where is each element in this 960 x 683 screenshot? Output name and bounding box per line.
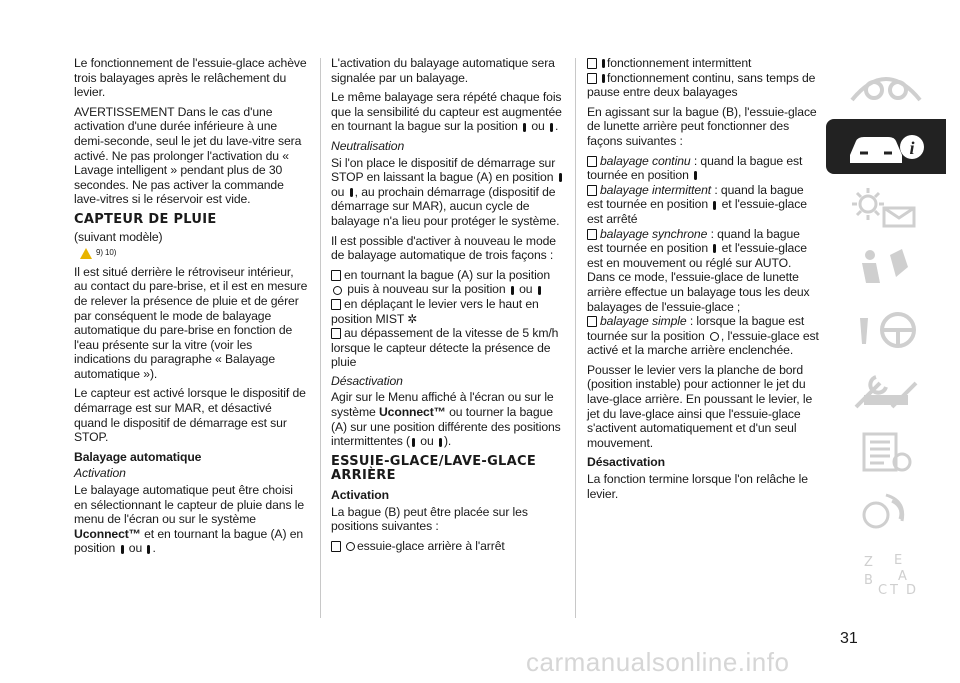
car-info-icon xyxy=(846,125,926,169)
bullet-icon xyxy=(587,229,597,240)
column-2 xyxy=(331,56,566,553)
bullet-icon xyxy=(587,58,597,69)
svg-text:D: D xyxy=(906,582,917,596)
multimedia-icon xyxy=(846,491,926,535)
list-item: balayage synchrone : quand la bague est tournée en position et l'essuie-glace est en mouvement ou réglé sur AUTO. Dans ce mode, l'essuie-glace de lunette arrière effectue un balayage tous les deux balayages de l'essuie-glace ; xyxy=(587,226,810,314)
tab-specs[interactable] xyxy=(826,424,946,479)
bullet-icon xyxy=(587,185,597,196)
sensitivity-icon xyxy=(550,123,553,132)
subheading-activation: Activation xyxy=(331,488,389,503)
tab-safety[interactable] xyxy=(826,241,946,296)
airbag-seat-icon xyxy=(846,247,926,291)
tab-lights[interactable] xyxy=(826,180,946,235)
paragraph: Le balayage automatique peut être choisi en sélectionnant le capteur de pluie dans le menu de l'écran ou sur le système Uconnect™ et en tournant la bague (A) en position ou . xyxy=(74,483,305,556)
paragraph: La fonction termine lorsque l'on relâche le levier. xyxy=(587,472,808,501)
list-item: balayage intermittent : quand la bague est tournée en position et l'essuie-glace est arrêté xyxy=(587,182,807,226)
bullet-icon xyxy=(331,541,341,552)
tab-maintenance[interactable] xyxy=(826,363,946,418)
sensitivity-icon xyxy=(147,545,150,554)
list-item: en tournant la bague (A) sur la position puis à nouveau sur la position ou xyxy=(331,268,566,297)
alphabet-index-icon xyxy=(846,552,926,596)
subheading-activation: Activation xyxy=(74,466,126,481)
bullet-icon xyxy=(587,156,597,167)
sensitivity-icon xyxy=(523,123,526,132)
subheading-neutralisation: Neutralisation xyxy=(331,138,405,153)
column-1 xyxy=(74,56,308,561)
svg-text:T: T xyxy=(890,582,898,596)
svg-text:A: A xyxy=(898,568,907,584)
paragraph: Le même balayage sera répété chaque fois que la sensibilité du capteur est augmentée en tournant la bague sur la position ou . xyxy=(331,90,562,134)
continuous-icon xyxy=(694,171,697,180)
intermittent-icon xyxy=(713,201,716,210)
lights-mail-icon xyxy=(846,186,926,230)
paragraph: L'activation du balayage automatique sera signalée par un balayage. xyxy=(331,56,555,85)
sensitivity-icon xyxy=(350,188,353,197)
off-position-icon xyxy=(346,542,355,551)
list-item: fonctionnement intermittent xyxy=(587,56,819,71)
paragraph: Il est situé derrière le rétroviseur intérieur, au contact du pare-brise, et il est en mesure de relever la présence de pluie et de gérer par conséquent le mode de balayage automatique du pare-brise en fonction de l'eau présente sur la vitre (voir les indications du paragraphe « Balayage automatique »). xyxy=(74,264,308,381)
warning-paragraph: AVERTISSEMENT Dans le cas d'une activation d'une durée inférieure à une demi-seconde, seul le jet du lave-vitre sera activé. Ne pas prolonger l'activation du « Lavage intelligent » pendant plus de 30 secondes. Ne pas activer la commande lave-vitres si le réservoir est vide. xyxy=(74,104,302,207)
svg-text:E: E xyxy=(894,552,903,568)
intermittent-icon xyxy=(713,244,716,253)
tab-index[interactable] xyxy=(826,546,946,601)
paragraph: En agissant sur la bague (B), l'essuie-glace de lunette arrière peut fonctionner des façons suivantes : xyxy=(587,104,817,148)
column-3 xyxy=(587,56,819,506)
warning-triangle-icon xyxy=(80,248,92,259)
heading-rain-sensor: CAPTEUR DE PLUIE xyxy=(74,211,217,227)
page-number: 31 xyxy=(840,630,858,647)
paragraph: Pousser le levier vers la planche de bord (position instable) pour actionner le jet du lave-glace arrière. En poussant le levier, le jet du lave-glace ainsi que l'essuie-glace s'activent automatiquement et d'un seul mouvement. xyxy=(587,362,813,450)
sensitivity-icon xyxy=(559,173,562,182)
list-item: balayage simple : lorsque la bague est tournée sur la position , l'essuie-glace est activé et la marche arrière enclenchée. xyxy=(587,314,819,358)
paragraph: Le capteur est activé lorsque le dispositif de démarrage est sur MAR, et désactivé quand le dispositif de démarrage est sur STOP. xyxy=(74,386,306,445)
sensitivity-icon xyxy=(121,545,124,554)
paragraph: Si l'on place le dispositif de démarrage sur STOP en laissant la bague (A) en position ou , au prochain démarrage (dispositif de démarrage sur MAR), aucun cycle de balayage n'a lieu pour protéger le système. xyxy=(331,156,566,229)
warning-refs xyxy=(80,246,308,261)
list-item: balayage continu : quand la bague est tournée en position xyxy=(587,153,803,183)
paragraph: Il est possible d'activer à nouveau le mode de balayage automatique de trois façons : xyxy=(331,233,556,263)
list-item: fonctionnement continu, sans temps de pause entre deux balayages xyxy=(587,70,816,100)
column-divider xyxy=(575,58,576,618)
subheading-deactivation: Désactivation xyxy=(587,455,665,470)
warning-ref-numbers: 9) 10) xyxy=(96,248,117,258)
dashboard-icon xyxy=(846,64,926,108)
tab-multimedia[interactable] xyxy=(826,485,946,540)
sensitivity-icon xyxy=(538,286,541,295)
bullet-icon xyxy=(331,328,341,339)
sensitivity-icon xyxy=(412,438,415,447)
svg-text:Z: Z xyxy=(864,554,873,570)
subheading-deactivation: Désactivation xyxy=(331,373,403,388)
list-item: au dépassement de la vitesse de 5 km/h lorsque le capteur détecte la présence de pluie xyxy=(331,326,559,370)
steering-wheel-icon xyxy=(846,308,926,352)
paragraph: La bague (B) peut être placée sur les positions suivantes : xyxy=(331,504,528,534)
svg-text:B: B xyxy=(864,572,873,588)
svg-text:i: i xyxy=(909,137,915,158)
list-item: essuie-glace arrière à l'arrêt xyxy=(331,539,566,554)
sensitivity-icon xyxy=(439,438,442,447)
wrench-tools-icon xyxy=(846,369,926,413)
subheading-auto-wipe: Balayage automatique xyxy=(74,449,202,464)
bullet-icon xyxy=(587,73,597,84)
tab-dashboard[interactable] xyxy=(826,58,946,113)
paragraph: Agir sur le Menu affiché à l'écran ou sur le système Uconnect™ ou tourner la bague (A) sur une position différente des positions intermittentes ( ou ). xyxy=(331,390,561,449)
bullet-icon xyxy=(587,316,597,327)
list-item: en déplaçant le levier vers le haut en position MIST ✲ xyxy=(331,296,539,326)
specs-list-icon xyxy=(846,430,926,474)
paragraph: Le fonctionnement de l'essuie-glace achève trois balayages après le relâchement du levier. xyxy=(74,56,307,100)
continuous-icon xyxy=(602,74,605,83)
sensitivity-icon xyxy=(511,286,514,295)
off-position-icon xyxy=(333,286,342,295)
intermittent-icon xyxy=(602,59,605,68)
tab-driving[interactable] xyxy=(826,302,946,357)
column-divider xyxy=(320,58,321,618)
off-position-icon xyxy=(710,332,719,341)
heading-rear-wiper: ESSUIE-GLACE/LAVE-GLACE ARRIÈRE xyxy=(331,453,537,484)
bullet-icon xyxy=(331,299,341,310)
watermark: carmanualsonline.info xyxy=(526,647,790,677)
bullet-icon xyxy=(331,270,341,281)
tab-car-info[interactable] xyxy=(826,119,946,174)
svg-text:C: C xyxy=(878,582,888,596)
subtitle: (suivant modèle) xyxy=(74,229,163,244)
chapter-tabs xyxy=(826,58,956,607)
